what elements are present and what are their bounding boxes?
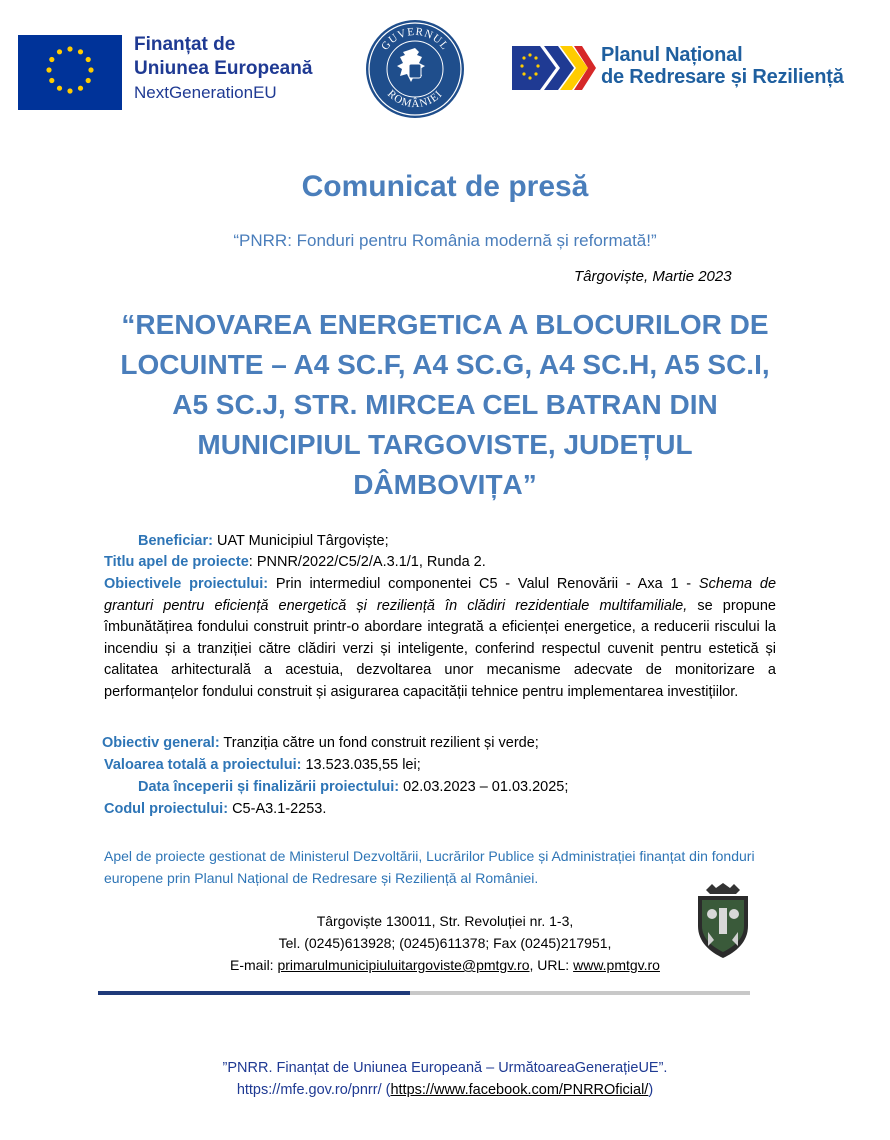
footer-slogan: ”PNRR. Finanțat de Uniunea Europeană – UrmătoareaGenerațieUE”. [222,1060,668,1076]
obiectiv-general-value: Tranziția către un fond construit rezilient și verde; [219,735,539,751]
page-subtitle: “PNRR: Fonduri pentru România modernă și reformată!” [233,231,657,250]
obiective-text-2: se propune îmbunătățirea fondului construit printr-o abordare integrată a eficienței energetice, a reducerii riscului la incendiu și a tranziției către clădiri verzi și inteligente, conferind respectul cuvenit pentru estetică și calitatea arhitecturală a acestuia, dezvoltarea unor mecanisme adecvate de monitorizare a performanțelor fondului construit și asigurarea capacității tehnice pentru implementarea investițiilor. [104,597,776,700]
obiectiv-general-label: Obiectiv general: [102,735,220,751]
titlu-value: : PNNR/2022/C5/2/A.3.1/1, Runda 2. [248,554,486,570]
romanian-coat-of-arms-icon [364,18,466,120]
seal-top-text: GUVERNUL [379,25,452,53]
contact-address: Târgoviște 130011, Str. Revoluției nr. 1-3, [316,913,574,929]
apel-statement: Apel de proiecte gestionat de Ministerul Dezvoltării, Lucrărilor Publice și Administrației finanțat din fonduri europene prin Planul Național de Redresare și Reziliență al României. [104,848,755,886]
government-seal-logo [364,18,466,120]
valoare-label: Valoarea totală a proiectului: [104,757,302,773]
titlu-label: Titlu apel de proiecte [104,554,249,570]
headline-line-3: A5 SC.J, STR. MIRCEA CEL BATRAN DIN [172,389,718,420]
footer-mfe-url: https://mfe.gov.ro/pnrr/ ( [236,1082,391,1098]
eu-line-1: Finanțat de [134,34,236,55]
beneficiar-value: UAT Municipiul Târgoviște; [212,533,389,549]
email-prefix: E-mail: [230,957,278,973]
document-date: Târgoviște, Martie 2023 [574,268,732,285]
headline-line-4: MUNICIPIUL TARGOVISTE, JUDEȚUL [197,429,693,460]
valoare-row [104,755,421,776]
website-link[interactable]: www.pmtgv.ro [573,957,660,973]
contact-phones: Tel. (0245)613928; (0245)611378; Fax (0245)217951, [278,935,612,951]
obiective-label: Obiectivele proiectului: [104,576,269,592]
headline-line-1: “RENOVAREA ENERGETICA A BLOCURILOR DE [121,309,769,340]
data-row [138,777,568,798]
eu-funding-text [134,33,364,105]
page-title: Comunicat de presă [301,170,589,203]
targoviste-coat-of-arms-icon [692,882,754,960]
obiectiv-general-row [102,733,539,754]
url-prefix: , URL: [529,957,574,973]
obiective-paragraph [104,574,776,703]
eu-line-3: NextGenerationEU [134,83,277,102]
obiective-text-1: Prin intermediul componentei C5 - Valul Renovării - Axa 1 - [268,576,699,592]
seal-bottom-text: ROMÂNIEI [384,87,446,111]
eu-stars-icon [18,35,122,110]
footer-paren-close: ) [648,1082,654,1098]
eu-line-2: Uniunea Europeană [134,58,313,79]
facebook-link[interactable]: https://www.facebook.com/PNRROficial/ [390,1082,649,1098]
project-headline [90,305,800,505]
pnrr-arrows-icon [510,44,596,92]
footer-divider-dark [98,991,410,995]
footer-links-row [0,1079,890,1101]
pnrr-title [601,44,844,88]
beneficiar-row [138,531,389,552]
pnrr-logo-mark [510,44,596,92]
headline-line-5: DÂMBOVIȚA” [353,469,537,500]
data-label: Data începerii și finalizării proiectului: [138,779,400,795]
cod-row [104,799,326,820]
footer-divider-light [410,991,750,995]
cod-value: C5-A3.1-2253. [228,801,327,817]
contact-email-row [0,954,890,976]
beneficiar-label: Beneficiar: [138,533,213,549]
eu-flag-logo [18,35,122,110]
email-link[interactable]: primarulmunicipiuluitargoviste@pmtgv.ro [277,957,530,973]
pnrr-line-1: Planul Național [601,44,743,66]
valoare-value: 13.523.035,55 lei; [301,757,421,773]
headline-line-2: LOCUINTE – A4 SC.F, A4 SC.G, A4 SC.H, A5 SC.I, [120,349,770,380]
cod-label: Codul proiectului: [104,801,229,817]
municipality-crest-logo [692,882,754,960]
obiective-italic-text: Schema de granturi pentru eficiență energetică și reziliență în clădiri rezidentiale multifamiliale, [104,576,777,614]
pnrr-line-2: de Redresare și Reziliență [601,66,844,88]
data-value: 02.03.2023 – 01.03.2025; [399,779,569,795]
titlu-row [104,552,486,573]
